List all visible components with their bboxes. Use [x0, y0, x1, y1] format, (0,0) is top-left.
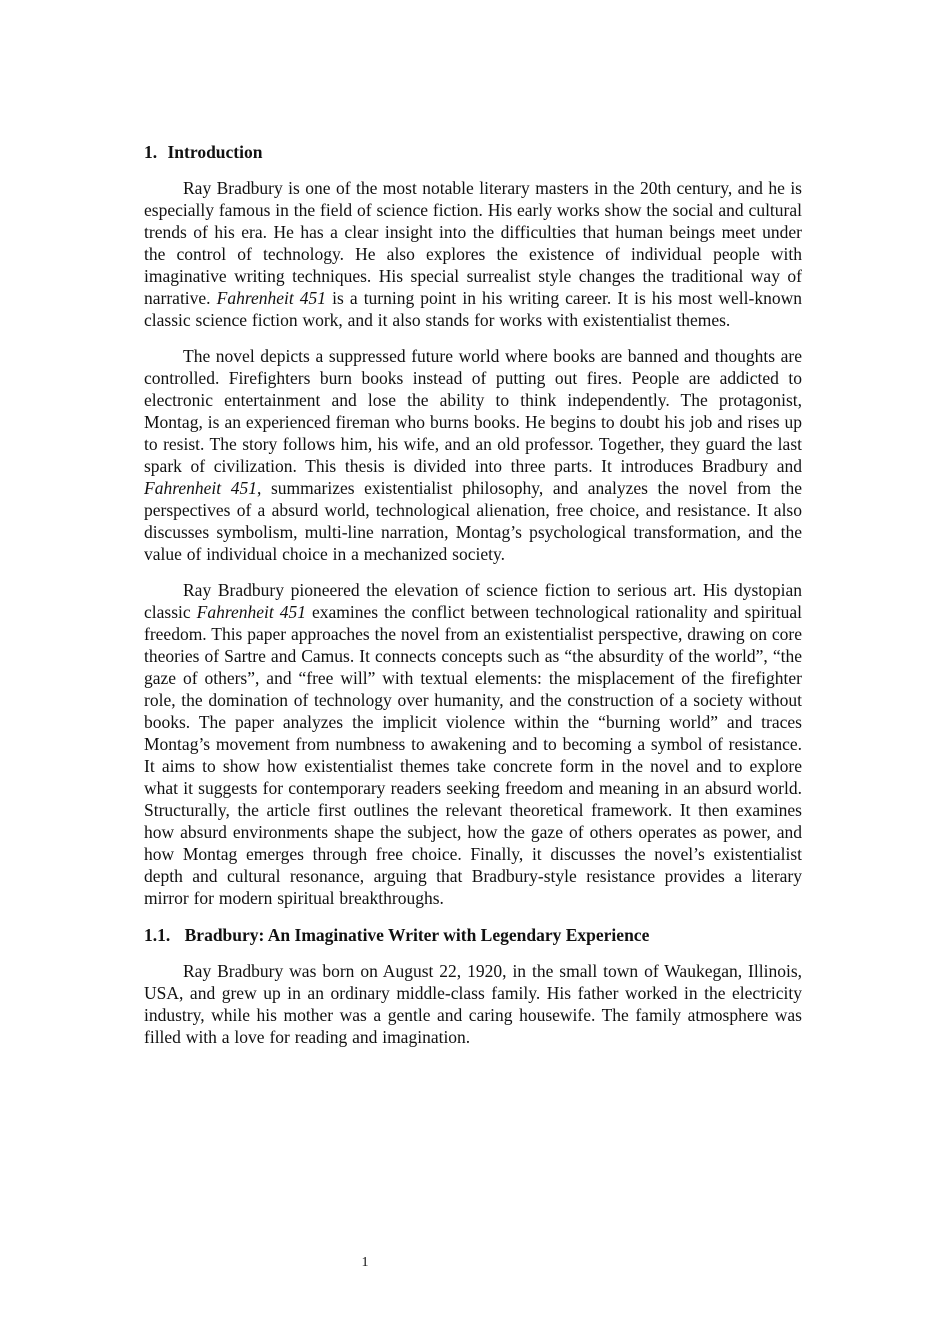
paragraph-4: Ray Bradbury was born on August 22, 1920, in the small town of Waukegan, Illinois, USA, and grew up in an ordinary middle-class family. His father worked in the electricity industry, while his mother was a gentle and caring housewife. The family atmosphere was filled with a love for reading and imagination.: [144, 961, 802, 1047]
subsection-title: Bradbury: An Imaginative Writer with Legendary Experience: [184, 925, 650, 945]
paragraph-1-book-title: Fahrenheit 451: [216, 288, 327, 308]
paragraph-1-part-1: Ray Bradbury is one of the most notable literary masters in the 20th century, and he is especially famous in the field of science fiction. His early works show the social and cultural trends of his era. He has a clear insight into the difficulties that human beings meet under the control of technology. He also explores the existence of individual people with imaginative writing techniques. His special surrealist style changes the traditional way of narrative.: [144, 178, 802, 308]
paragraph-2-book-title: Fahrenheit 451: [144, 478, 257, 498]
paragraph-1: [144, 177, 802, 331]
paragraph-2-part-3: , summarizes existentialist philosophy, and analyzes the novel from the perspectives of a absurd world, technological alienation, free choice, and resistance. It also discusses symbolism, multi-line narration, Montag’s psychological transformation, and the value of individual choice in a mechanized society.: [144, 478, 803, 564]
document-page: [144, 140, 802, 1062]
paragraph-1-part-3: is a turning point in his writing career. It is his most well-known classic science fiction work, and it also stands for works with existentialist themes.: [144, 288, 803, 330]
paragraph-3-part-1: Ray Bradbury pioneered the elevation of science fiction to serious art. His dystopian classic: [144, 580, 802, 622]
paragraph-2: [144, 345, 802, 565]
section-heading-introduction: [144, 140, 802, 164]
page-number: 1: [361, 1255, 369, 1270]
paragraph-2-part-1: The novel depicts a suppressed future world where books are banned and thoughts are controlled. Firefighters burn books instead of putting out fires. People are addicted to electronic entertainment and lose the ability to think independently. The protagonist, Montag, is an experienced fireman who burns books. He begins to doubt his job and rises up to resist. The story follows him, his wife, and an old professor. Together, they guard the last spark of civilization. This thesis is divided into three parts. It introduces Bradbury and: [144, 346, 802, 476]
subsection-number: 1.1.: [144, 925, 171, 945]
paragraph-3: [144, 579, 802, 909]
section-title: Introduction: [167, 142, 263, 162]
paragraph-3-book-title: Fahrenheit 451: [196, 602, 307, 622]
paragraph-3-part-3: examines the conflict between technological rationality and spiritual freedom. This paper approaches the novel from an existentialist perspective, drawing on core theories of Sartre and Camus. It connects concepts such as “the absurdity of the world”, “the gaze of others”, and “free will” with textual elements: the misplacement of the firefighter role, the domination of technology over humanity, and the construction of a society without books. The paper analyzes the implicit violence within the “burning world” and traces Montag’s movement from numbness to awakening and to becoming a symbol of resistance. It aims to show how existentialist themes take concrete form in the novel and to explore what it suggests for contemporary readers seeking freedom and meaning in an absurd world. Structurally, the article first outlines the relevant theoretical framework. It then examines how absurd environments shape the subject, how the gaze of others operates as power, and how Montag emerges through free choice. Finally, it discusses the novel’s existentialist depth and cultural resonance, arguing that Bradbury-style resistance provides a literary mirror for modern spiritual breakthroughs.: [144, 602, 803, 908]
section-number: 1.: [144, 142, 158, 162]
section-heading-bradbury: [144, 923, 802, 947]
